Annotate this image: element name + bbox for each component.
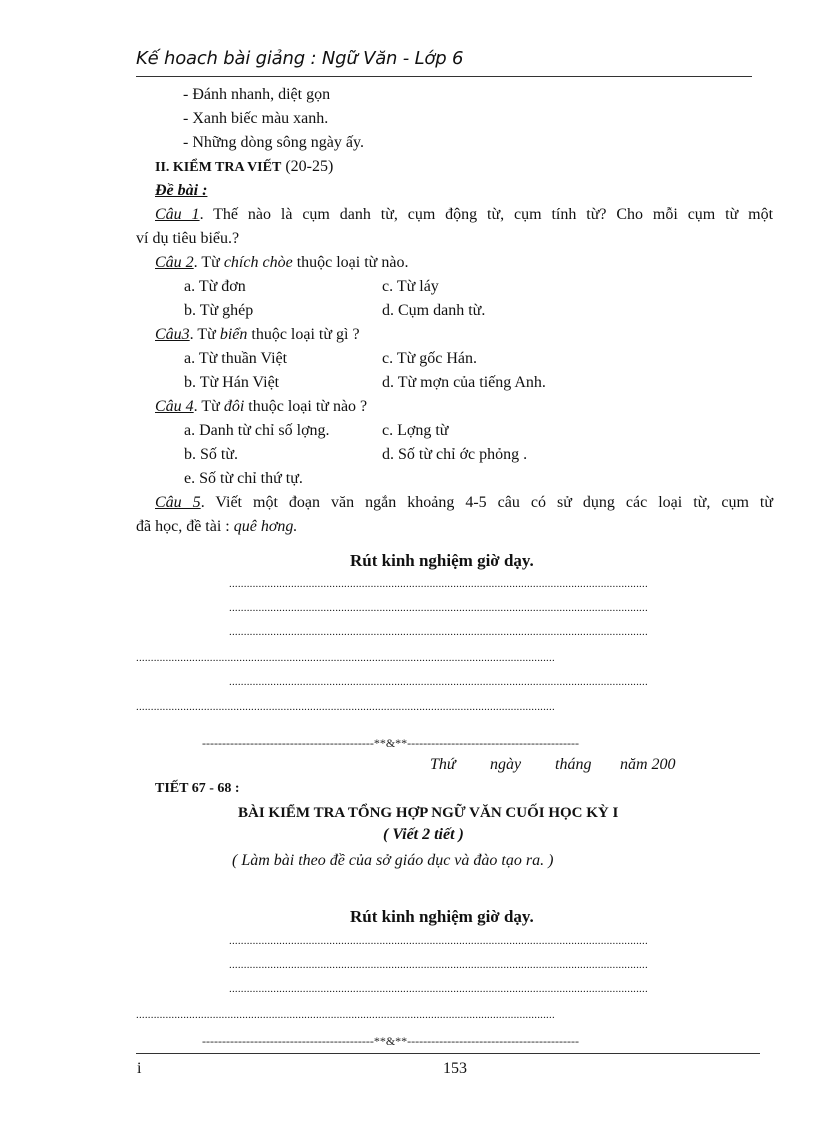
section-heading (155, 158, 333, 176)
intro-item-1: - Đánh nhanh, diệt gọn (183, 86, 331, 103)
q3-pre: . Từ (189, 326, 220, 343)
q3-option-a: a. Từ thuần Việt (184, 350, 288, 367)
section-title: II. KIỂM TRA VIẾT (155, 160, 282, 175)
q2-option-c: c. Từ láy (382, 278, 439, 295)
date-nam: năm 200 (620, 756, 676, 773)
dotted-line: .............................................................................................................................................. (136, 701, 555, 713)
dotted-line: .............................................................................................................................................. (229, 602, 648, 614)
q4-post: thuộc loại từ nào ? (244, 398, 368, 415)
rut-kinh-nghiem-title-2: Rút kinh nghiệm giờ dạy. (350, 907, 534, 926)
separator-2: -------------------------------------------**&**------------------------------------------- (202, 1034, 579, 1048)
footer-left-mark: i (137, 1060, 142, 1077)
date-thu: Thứ (430, 756, 456, 773)
dotted-line: .............................................................................................................................................. (136, 1009, 555, 1021)
q4-word: đôi (223, 398, 245, 415)
dotted-line: .............................................................................................................................................. (229, 983, 648, 995)
q3-option-b: b. Từ Hán Việt (184, 374, 280, 391)
dotted-line: .............................................................................................................................................. (229, 959, 648, 971)
q4-option-e: e. Số từ chỉ thứ tự. (184, 470, 303, 487)
q2-option-b: b. Từ ghép (184, 302, 254, 319)
exam-subtitle: ( Viết 2 tiết ) (383, 826, 464, 843)
q2-post: thuộc loại từ nào. (292, 254, 409, 271)
exam-note: ( Làm bài theo đề của sở giáo dục và đào tạo ra. ) (232, 852, 554, 869)
q5-line2 (136, 518, 297, 536)
q1-line2: ví dụ tiêu biểu.? (136, 230, 240, 247)
de-bai-label: Đề bài : (155, 182, 208, 199)
q4-option-a: a. Danh từ chỉ số lợng. (184, 422, 330, 439)
q1-line1 (155, 206, 773, 224)
q5-line2-pre: đã học, đề tài : (136, 518, 234, 535)
q1-text: . Thế nào là cụm danh từ, cụm động từ, cụm tính từ? Cho mỗi cụm từ một (199, 206, 774, 223)
dotted-line: .............................................................................................................................................. (229, 578, 648, 590)
intro-item-2: - Xanh biếc màu xanh. (183, 110, 329, 127)
q2-label: Câu 2 (155, 254, 194, 271)
q3-question (155, 326, 360, 344)
q5-line1 (155, 494, 773, 512)
header-title: Kế hoach bài giảng : Ngữ Văn - Lớp 6 (136, 48, 464, 69)
dotted-line: .............................................................................................................................................. (229, 935, 648, 947)
q2-option-d: d. Cụm danh từ. (382, 302, 486, 319)
date-thang: tháng (555, 756, 592, 773)
q3-option-c: c. Từ gốc Hán. (382, 350, 478, 367)
q4-question (155, 398, 367, 416)
q3-label: Câu3 (155, 326, 190, 343)
date-ngay: ngày (490, 756, 522, 773)
intro-item-3: - Những dòng sông ngày ấy. (183, 134, 364, 151)
q4-option-d: d. Số từ chỉ ớc phỏng . (382, 446, 528, 463)
dotted-line: .............................................................................................................................................. (229, 676, 648, 688)
section-duration: (20-25) (281, 158, 334, 175)
q4-option-c: c. Lợng từ (382, 422, 449, 439)
footer-rule (136, 1053, 760, 1054)
q2-question (155, 254, 408, 272)
page-number: 153 (443, 1060, 467, 1077)
q3-word: biển (219, 326, 248, 343)
q1-label: Câu 1 (155, 206, 200, 223)
q5-topic: quê hơng. (233, 518, 298, 535)
q4-pre: . Từ (193, 398, 224, 415)
rut-kinh-nghiem-title-1: Rút kinh nghiệm giờ dạy. (350, 551, 534, 570)
exam-title: BÀI KIỂM TRA TỔNG HỢP NGỮ VĂN CUỐI HỌC KỲ I (238, 805, 619, 821)
q3-post: thuộc loại từ gì ? (247, 326, 360, 343)
tiet-label: TIẾT 67 - 68 : (155, 781, 240, 796)
q2-word: chích chòe (223, 254, 293, 271)
dotted-line: .............................................................................................................................................. (136, 652, 555, 664)
q5-label: Câu 5 (155, 494, 201, 511)
header-rule (136, 76, 752, 77)
q3-option-d: d. Từ mợn của tiếng Anh. (382, 374, 546, 391)
q2-pre: . Từ (193, 254, 224, 271)
dotted-line: .............................................................................................................................................. (229, 626, 648, 638)
q4-option-b: b. Số từ. (184, 446, 239, 463)
q4-label: Câu 4 (155, 398, 194, 415)
q5-text: . Viết một đoạn văn ngắn khoảng 4-5 câu có sử dụng các loại từ, cụm từ (200, 494, 774, 511)
q2-option-a: a. Từ đơn (184, 278, 246, 295)
separator-1: -------------------------------------------**&**------------------------------------------- (202, 736, 579, 750)
